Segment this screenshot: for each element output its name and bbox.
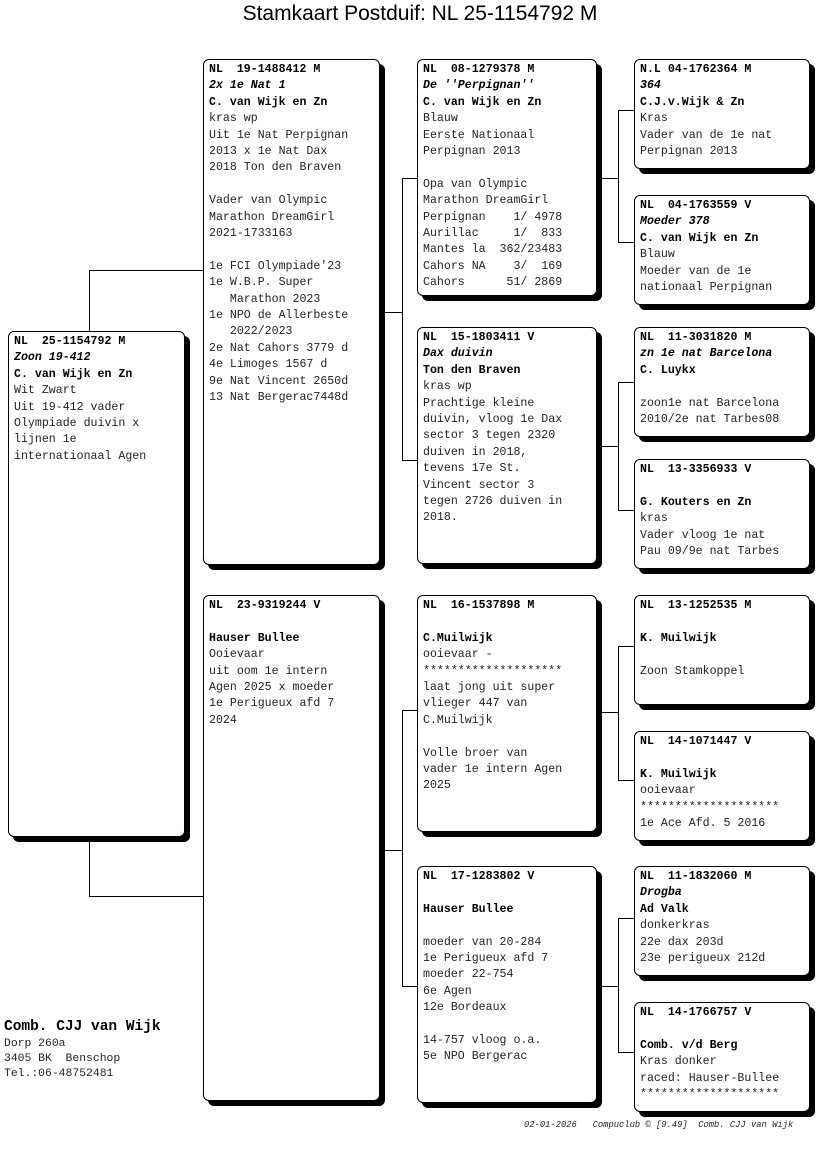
breeder-name: Comb. CJJ van Wijk: [4, 1019, 161, 1035]
connector-line: [618, 918, 619, 1052]
owner-name: C. Luykx: [640, 363, 696, 377]
info-line: Olympiade duivin x: [14, 417, 140, 431]
pigeon-nickname: Moeder 378: [640, 215, 710, 229]
info-line: [423, 1017, 591, 1033]
info-line: nationaal Perpignan: [640, 281, 773, 295]
pigeon-nickname: [640, 1021, 804, 1037]
connector-line: [402, 460, 418, 461]
info-line: Vader van Olympic: [209, 194, 328, 208]
info-line: [423, 918, 591, 934]
pigeon-nickname: zn 1e nat Barcelona: [640, 347, 773, 361]
info-line: 9e Nat Vincent 2650d: [209, 374, 349, 388]
info-line: tegen 2726 duiven in: [423, 495, 563, 509]
info-line: Agen 2025 x moeder: [209, 681, 335, 695]
info-line: 1e Ace Afd. 5 2016: [640, 817, 766, 831]
info-line: Ooievaar: [209, 648, 265, 662]
pigeon-nickname: 364: [640, 79, 661, 93]
owner-name: Ton den Braven: [423, 363, 521, 377]
owner-name: C. van Wijk en Zn: [423, 95, 542, 109]
info-line: 2022/2023: [209, 325, 293, 339]
info-line: Moeder van de 1e: [640, 264, 752, 278]
info-line: duivin, vloog 1e Dax: [423, 413, 563, 427]
ring-number: N.L 04-1762364 M: [640, 63, 752, 76]
info-line: 2018.: [423, 511, 458, 525]
ring-number: NL 16-1537898 M: [423, 599, 535, 612]
info-line: Marathon DreamGirl: [423, 194, 549, 208]
info-line: [640, 647, 804, 663]
ring-number: NL 14-1071447 V: [640, 735, 752, 748]
connector-line: [618, 646, 619, 780]
connector-line: [402, 710, 418, 711]
info-line: 13 Nat Bergerac7448d: [209, 391, 349, 405]
breeder-info: [4, 1017, 161, 1082]
pigeon-nickname: 2x 1e Nat 1: [209, 79, 286, 93]
info-line: Wit Zwart: [14, 384, 77, 398]
info-line: 1e W.B.P. Super: [209, 276, 314, 290]
pedigree-card-mf-father[interactable]: [634, 595, 810, 705]
owner-name: G. Kouters en Zn: [640, 495, 752, 509]
pigeon-nickname: De ''Perpignan'': [423, 79, 535, 93]
info-line: 2e Nat Cahors 3779 d: [209, 341, 349, 355]
pedigree-card-mother-father[interactable]: [417, 595, 597, 832]
info-line: Mantes la 362/23483: [423, 243, 563, 257]
pigeon-nickname: [209, 614, 374, 630]
footer-text: 02-01-2026 Compuclub © [9.49] Comb. CJJ van Wijk: [524, 1120, 794, 1130]
info-line: donkerkras: [640, 919, 710, 933]
info-line: tevens 17e St.: [423, 462, 521, 476]
owner-name: Ad Valk: [640, 902, 689, 916]
connector-line: [618, 1052, 635, 1053]
info-line: Eerste Nationaal: [423, 128, 535, 142]
info-line: kras wp: [209, 112, 258, 126]
info-line: kras: [640, 512, 668, 526]
info-line: [640, 379, 804, 395]
breeder-address: Dorp 260a: [4, 1038, 66, 1050]
connector-line: [380, 312, 402, 313]
connector-line: [618, 382, 619, 510]
info-line: C.Muilwijk: [423, 713, 493, 727]
info-line: Vincent sector 3: [423, 478, 535, 492]
info-line: ooievaar -: [423, 648, 493, 662]
info-line: Perpignan 2013: [423, 145, 521, 159]
info-line: vlieger 447 van: [423, 697, 528, 711]
ring-number: NL 14-1766757 V: [640, 1006, 752, 1019]
info-line: 1e NPO de Allerbeste: [209, 309, 349, 323]
info-line: 2013 x 1e Nat Dax: [209, 145, 328, 159]
info-line: 4e Limoges 1567 d: [209, 358, 328, 372]
owner-name: Hauser Bullee: [423, 902, 514, 916]
pigeon-nickname: [640, 478, 804, 494]
info-line: zoon1e nat Barcelona: [640, 396, 780, 410]
ring-number: NL 08-1279378 M: [423, 63, 535, 76]
info-line: Cahors 51/ 2869: [423, 276, 563, 290]
info-line: ooievaar: [640, 784, 696, 798]
info-line: Perpignan 2013: [640, 145, 738, 159]
connector-line: [89, 270, 204, 271]
connector-line: [597, 712, 618, 713]
connector-line: [402, 710, 403, 986]
pigeon-nickname: [640, 614, 804, 630]
info-line: [423, 160, 591, 176]
info-line: Kras: [640, 112, 668, 126]
info-line: Perpignan 1/ 4978: [423, 210, 563, 224]
connector-line: [597, 986, 618, 987]
owner-name: K. Muilwijk: [640, 767, 717, 781]
pedigree-card-mf-mother[interactable]: [634, 731, 810, 841]
info-line: Kras donker: [640, 1055, 717, 1069]
pedigree-card-fm-father[interactable]: [634, 327, 810, 437]
connector-line: [618, 382, 635, 383]
info-line: 5e NPO Bergerac: [423, 1050, 528, 1064]
info-line: [423, 729, 591, 745]
connector-line: [618, 110, 635, 111]
pedigree-card-mother[interactable]: [203, 595, 380, 1101]
info-line: 23e perigueux 212d: [640, 952, 766, 966]
pigeon-nickname: [640, 750, 804, 766]
info-line: vader 1e intern Agen: [423, 763, 563, 777]
info-line: Pau 09/9e nat Tarbes: [640, 545, 780, 559]
info-line: 12e Bordeaux: [423, 1001, 507, 1015]
connector-line: [597, 178, 618, 179]
info-line: Marathon DreamGirl: [209, 210, 335, 224]
connector-line: [618, 918, 635, 919]
info-line: 6e Agen: [423, 984, 472, 998]
connector-line: [89, 270, 90, 332]
connector-line: [618, 780, 635, 781]
pedigree-card-ff-mother[interactable]: [634, 195, 810, 305]
info-line: 2010/2e nat Tarbes08: [640, 413, 780, 427]
info-line: Zoon Stamkoppel: [640, 664, 745, 678]
pedigree-card-fm-mother[interactable]: [634, 459, 810, 569]
info-line: moeder van 20-284: [423, 935, 542, 949]
ring-number: NL 11-1832060 M: [640, 870, 752, 883]
info-line: uit oom 1e intern: [209, 664, 328, 678]
info-line: moeder 22-754: [423, 968, 514, 982]
connector-line: [618, 510, 635, 511]
info-line: Prachtige kleine: [423, 396, 535, 410]
pedigree-card-father-father[interactable]: [417, 59, 597, 296]
owner-name: C.J.v.Wijk & Zn: [640, 95, 745, 109]
info-line: lijnen 1e: [14, 433, 77, 447]
info-line: Marathon 2023: [209, 292, 321, 306]
info-line: duiven in 2018,: [423, 445, 528, 459]
pigeon-nickname: Zoon 19-412: [14, 351, 91, 365]
info-line: 14-757 vloog o.a.: [423, 1034, 542, 1048]
info-line: 1e Perigueux afd 7: [209, 697, 335, 711]
connector-line: [89, 896, 204, 897]
owner-name: C.Muilwijk: [423, 631, 493, 645]
info-line: ********************: [423, 664, 563, 678]
connector-line: [618, 646, 635, 647]
pigeon-nickname: Dax duivin: [423, 347, 493, 361]
connector-line: [618, 242, 635, 243]
info-line: Uit 1e Nat Perpignan: [209, 128, 349, 142]
ring-number: NL 17-1283802 V: [423, 870, 535, 883]
pedigree-card-mother-mother[interactable]: [417, 866, 597, 1103]
info-line: Volle broer van: [423, 746, 528, 760]
info-line: ********************: [640, 800, 780, 814]
info-line: Blauw: [640, 248, 675, 262]
ring-number: NL 19-1488412 M: [209, 63, 321, 76]
info-line: Blauw: [423, 112, 458, 126]
info-line: [209, 242, 374, 258]
connector-line: [597, 446, 618, 447]
ring-number: NL 13-1252535 M: [640, 599, 752, 612]
pigeon-nickname: Drogba: [640, 886, 682, 900]
info-line: raced: Hauser-Bullee: [640, 1071, 780, 1085]
page-title: Stamkaart Postduif: NL 25-1154792 M: [242, 2, 598, 25]
ring-number: NL 11-3031820 M: [640, 331, 752, 344]
info-line: Opa van Olympic: [423, 177, 528, 191]
ring-number: NL 23-9319244 V: [209, 599, 321, 612]
info-line: 2025: [423, 779, 451, 793]
breeder-postcode: 3405 BK Benschop: [4, 1053, 121, 1065]
info-line: Vader van de 1e nat: [640, 128, 773, 142]
pedigree-card-ff-father[interactable]: [634, 59, 810, 169]
info-line: 22e dax 203d: [640, 935, 724, 949]
ring-number: NL 04-1763559 V: [640, 199, 752, 212]
connector-line: [402, 178, 418, 179]
owner-name: C. van Wijk en Zn: [14, 367, 133, 381]
connector-line: [89, 836, 90, 896]
info-line: Uit 19-412 vader: [14, 400, 126, 414]
info-line: Vader vloog 1e nat: [640, 528, 766, 542]
ring-number: NL 13-3356933 V: [640, 463, 752, 476]
info-line: 2024: [209, 713, 237, 727]
owner-name: C. van Wijk en Zn: [640, 231, 759, 245]
info-line: laat jong uit super: [423, 681, 556, 695]
ring-number: NL 15-1803411 V: [423, 331, 535, 344]
connector-line: [380, 850, 402, 851]
connector-line: [402, 986, 418, 987]
info-line: ********************: [640, 1088, 780, 1102]
owner-name: C. van Wijk en Zn: [209, 95, 328, 109]
connector-line: [402, 178, 403, 460]
info-line: Cahors NA 3/ 169: [423, 259, 563, 273]
breeder-phone: Tel.:06-48752481: [4, 1068, 114, 1080]
info-line: 2018 Ton den Braven: [209, 161, 342, 175]
info-line: 1e Perigueux afd 7: [423, 952, 549, 965]
info-line: 2021-1733163: [209, 227, 293, 241]
info-line: kras wp: [423, 380, 472, 394]
info-line: Aurillac 1/ 833: [423, 227, 563, 241]
info-line: [209, 177, 374, 193]
ring-number: NL 25-1154792 M: [14, 335, 126, 348]
connector-line: [618, 110, 619, 242]
owner-name: Hauser Bullee: [209, 631, 300, 645]
owner-name: K. Muilwijk: [640, 631, 717, 645]
pedigree-card-father-mother[interactable]: [417, 327, 597, 564]
pedigree-card-mm-father[interactable]: [634, 866, 810, 976]
pedigree-card-mm-mother[interactable]: [634, 1002, 810, 1112]
info-line: 1e FCI Olympiade'23: [209, 259, 342, 273]
pedigree-card-father[interactable]: [203, 59, 380, 565]
owner-name: Comb. v/d Berg: [640, 1038, 738, 1052]
pedigree-card-subject[interactable]: [8, 331, 185, 837]
pigeon-nickname: [423, 614, 591, 630]
info-line: internationaal Agen: [14, 449, 147, 463]
info-line: sector 3 tegen 2320: [423, 429, 556, 443]
pigeon-nickname: [423, 885, 591, 901]
